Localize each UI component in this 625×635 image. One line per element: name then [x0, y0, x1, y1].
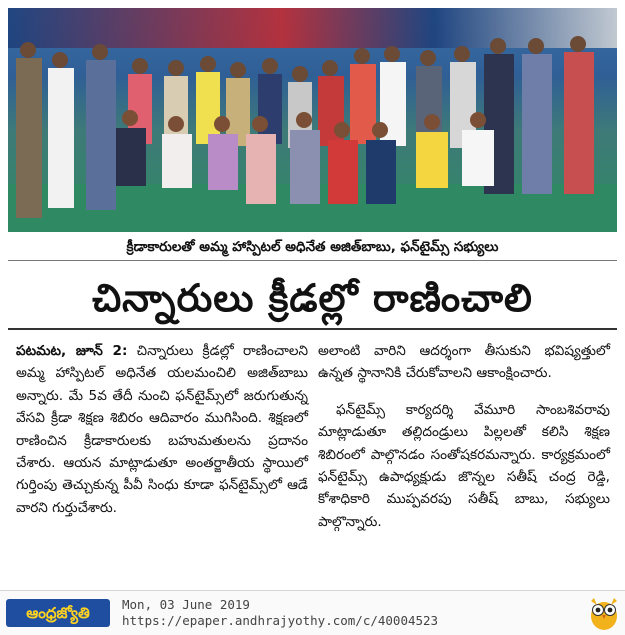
article-column-right [318, 340, 610, 533]
photo-caption: క్రీడాకారులతో అమ్మ హాస్పిటల్ అధినేత అజిత్‌బాబు, ఫన్‌టైమ్స్ సభ్యులు [8, 234, 617, 261]
owl-icon [588, 595, 620, 631]
footer-bar [0, 590, 625, 635]
article-paragraph: అలాంటి వారిని ఆదర్శంగా తీసుకుని భవిష్యత్తులో ఉన్నత స్థానానికి చేరుకోవాలని ఆకాంక్షించారు. [318, 343, 610, 382]
article-column-left [16, 340, 308, 519]
andhrajyothy-logo[interactable]: ఆంధ్రజ్యోతి [6, 599, 110, 627]
news-photo [8, 8, 617, 232]
article-paragraph: ఫన్‌టైమ్స్ కార్యదర్శి వేమూరి సాంబశివరావు మాట్లాడుతూ తల్లిదండ్రులు పిల్లలతో కలిసి శిక్షణ శిబిరంలో పాల్గొనడం సంతోషకరమన్నారు. కార్యక్రమంలో ఫన్‌టైమ్స్ ఉపాధ్యక్షుడు జొన్నల సతీష్ చంద్ర రెడ్డి, కోశాధికారి ముప్పవరపు సతీష్ బాబు, సభ్యులు పాల్గొన్నారు. [318, 401, 610, 530]
epaper-link[interactable]: https://epaper.andhrajyothy.com/c/40004523 [122, 613, 439, 628]
publish-date: Mon, 03 June 2019 [122, 597, 250, 612]
article-text: చిన్నారులు క్రీడల్లో రాణించాలని అమ్మ హాస్పిటల్ అధినేత యలమంచిలి అజిత్‌బాబు అన్నారు. మే 5వ తేదీ నుంచి ఫన్‌టైమ్స్‌లో జరుగుతున్న వేసవి క్రీడా శిక్షణ శిబిరం ఆదివారం ముగిసింది. శిక్షణలో రాణించిన క్రీడాకారులకు బహుమతులను ప్రదానం చేశారు. ఆయన మాట్లాడుతూ అంతర్జాతీయ స్థాయిలో గుర్తింపు తెచ్చుకున్న పీవీ సింధు కూడా ఫన్‌టైమ్స్‌లో ఆడే వారని గుర్తుచేశారు. [16, 343, 309, 516]
article-headline: చిన్నారులు క్రీడల్లో రాణించాలి [8, 268, 617, 330]
people-silhouettes [8, 8, 617, 232]
dateline: పటమట, జూన్ 2: [16, 343, 128, 359]
article-paragraph [16, 340, 308, 519]
footer-meta [122, 597, 438, 629]
